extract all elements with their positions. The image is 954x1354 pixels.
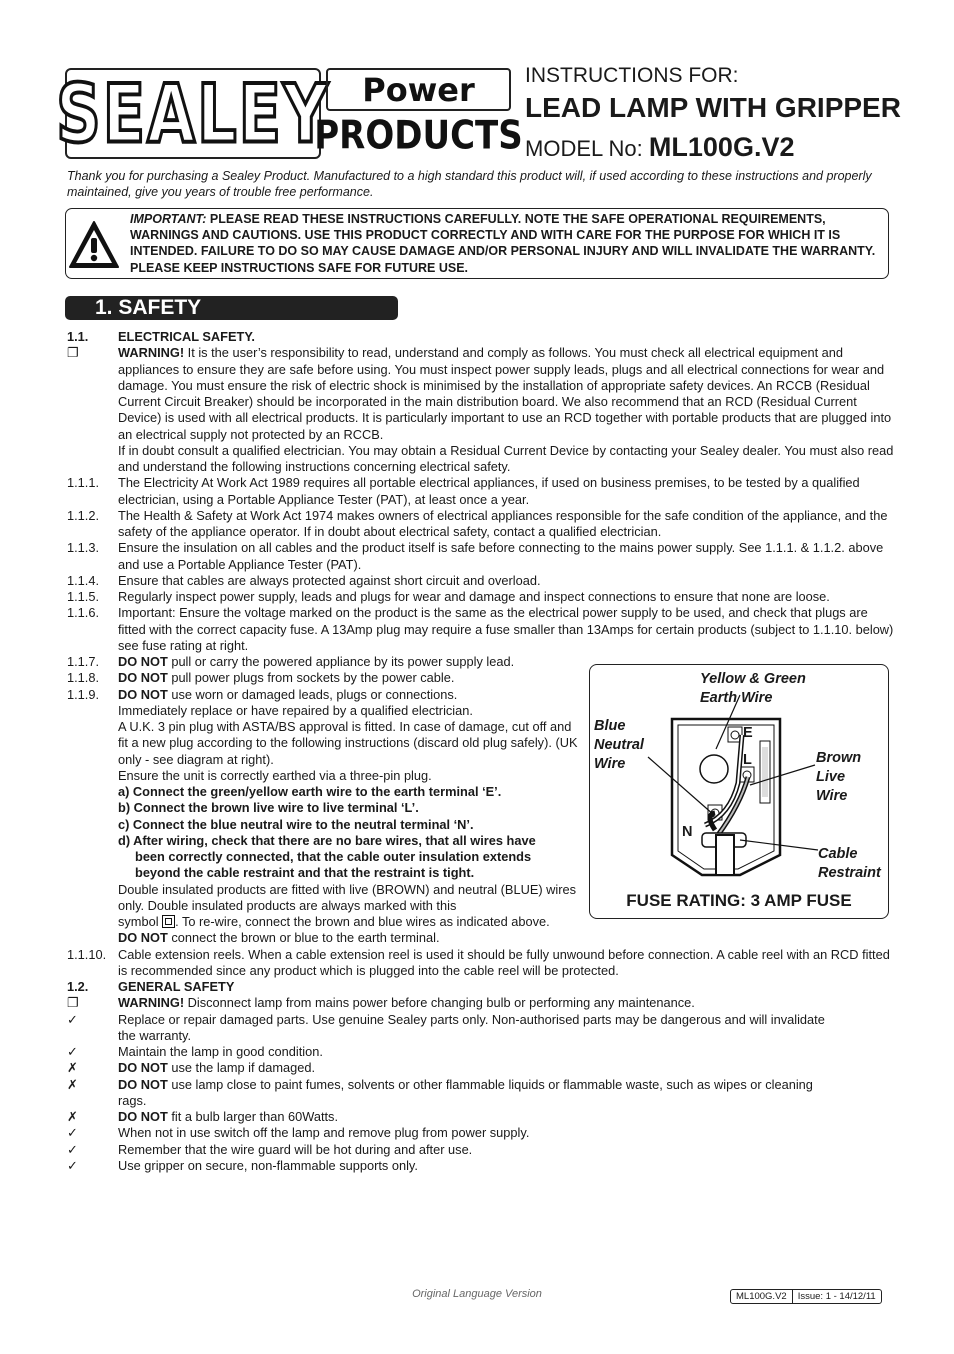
footer-language: Original Language Version bbox=[412, 1288, 542, 1300]
subsection-heading: 1.1. ELECTRICAL SAFETY. bbox=[67, 329, 255, 344]
footer-model: ML100G.V2 bbox=[736, 1291, 787, 1302]
list-item bbox=[67, 475, 897, 508]
checkbox-icon: ❐ bbox=[67, 995, 79, 1011]
wiring-step: d) After wiring, check that there are no bare wires, that all wires have bbox=[118, 832, 536, 848]
list-item-number: 1.1.3. bbox=[67, 540, 100, 556]
checkmark-icon: ✓ bbox=[67, 1125, 78, 1141]
check-item: ✓ Remember that the wire guard will be hot during and after use. bbox=[67, 1141, 473, 1157]
checkmark-icon: ✓ bbox=[67, 1044, 78, 1059]
list-item: 1.1.8. DO NOT pull power plugs from sockets by the power cable. bbox=[67, 670, 455, 686]
wiring-step: b) Connect the brown live wire to live terminal ‘L’. bbox=[118, 800, 419, 816]
fuse-rating: FUSE RATING: 3 AMP FUSE bbox=[626, 891, 852, 910]
list-item-number: 1.1.4. bbox=[67, 572, 100, 588]
earth-wire-label: Yellow & Green Earth Wire bbox=[700, 671, 806, 706]
list-item bbox=[67, 589, 897, 605]
cross-icon: ✗ bbox=[67, 1076, 78, 1092]
check-item: ✓ Use gripper on secure, non-flammable supports only. bbox=[67, 1157, 418, 1173]
list-item-number: 1.1.2. bbox=[67, 507, 100, 523]
double-insulated-icon bbox=[162, 915, 175, 928]
terminal-l-label: L bbox=[743, 752, 752, 768]
checkbox-icon: ❐ bbox=[67, 345, 79, 361]
warning-item: ❐ WARNING! Disconnect lamp from mains power before changing bulb or performing any maintenance. bbox=[67, 995, 695, 1011]
important-text bbox=[130, 211, 888, 276]
list-item-text: The Health & Safety at Work Act 1974 makes owners of electrical appliances responsible for the safe condition of the appliance, and the safety of the appliance operator. If in doubt about electrical safety, contact a qualified electrician. bbox=[118, 507, 888, 539]
live-wire-label: Brown Live Wire bbox=[816, 750, 862, 804]
checkmark-icon: ✓ bbox=[67, 1011, 78, 1027]
list-item-text: Ensure that cables are always protected against short circuit and overload. bbox=[118, 572, 541, 588]
products-logo: PRODUCTS bbox=[314, 113, 523, 159]
intro-text: Thank you for purchasing a Sealey Product. Manufactured to a high standard this product will, if used according to these instructions and properly maintained, give you years of trouble free performance. bbox=[67, 169, 872, 199]
list-item: 1.1.9. DO NOT use worn or damaged leads, plugs or connections. bbox=[67, 686, 458, 702]
sealey-logo bbox=[56, 66, 330, 161]
plug-wiring-diagram bbox=[589, 664, 889, 919]
cross-item: ✗ DO NOT use lamp close to paint fumes, solvents or other flammable liquids or flammable waste, such as wipes or cleaning rags. bbox=[67, 1076, 813, 1108]
page-title: LEAD LAMP WITH GRIPPER bbox=[525, 92, 901, 123]
model-prefix: MODEL No: bbox=[525, 136, 643, 161]
check-item: ✓ When not in use switch off the lamp and remove plug from power supply. bbox=[67, 1125, 530, 1141]
list-item: 1.1.10. Cable extension reels. When a cable extension reel is used it should be fully unwound before connection. A cable reel with an RCD fitted is recommended since any product which is plugged into the cable reel will be protected. bbox=[67, 946, 890, 978]
terminal-e-label: E bbox=[743, 725, 753, 741]
cross-icon: ✗ bbox=[67, 1109, 78, 1124]
list-item-text: The Electricity At Work Act 1989 requires all portable electrical appliances, if used on business premises, to be tested by a qualified electrician, using a Portable Appliance Tester (PAT), at least once a year. bbox=[118, 475, 860, 507]
list-item bbox=[67, 605, 897, 654]
list-item bbox=[67, 508, 897, 541]
warning-triangle-icon bbox=[68, 219, 120, 271]
terminal-n-label: N bbox=[682, 824, 693, 840]
model-number: ML100G.V2 bbox=[648, 132, 795, 162]
list-item-text: Important: Ensure the voltage marked on the product is the same as the electrical power supply to be used, and check that plugs are fitted with the correct capacity fuse. A 13Amp plug may require a fuse smaller than 13Amps for certain products (subject to 1.1.10. below) see fuse rating at right. bbox=[118, 605, 894, 653]
list-item-number: 1.1.1. bbox=[67, 475, 100, 491]
list-item-number: 1.1.5. bbox=[67, 589, 100, 604]
check-item: ✓ Maintain the lamp in good condition. bbox=[67, 1044, 323, 1059]
list-item-text: Regularly inspect power supply, leads and plugs for wear and damage and inspect connections to ensure that none are loose. bbox=[118, 589, 830, 604]
check-item: ✓ Replace or repair damaged parts. Use genuine Sealey parts only. Non-authorised parts may be dangerous and will invalidate the warranty. bbox=[67, 1011, 825, 1043]
list-item: 1.1.7. DO NOT pull or carry the powered appliance by its power supply lead. bbox=[67, 654, 515, 669]
checkmark-icon: ✓ bbox=[67, 1141, 78, 1157]
important-lead: IMPORTANT: bbox=[130, 212, 207, 226]
neutral-wire-label: Blue Neutral Wire bbox=[594, 718, 644, 772]
wiring-step: c) Connect the blue neutral wire to the neutral terminal ‘N’. bbox=[118, 816, 474, 832]
list-item bbox=[67, 540, 897, 573]
list-item-number: 1.1.6. bbox=[67, 605, 100, 621]
important-body: PLEASE READ THESE INSTRUCTIONS CAREFULLY. NOTE THE SAFE OPERATIONAL REQUIREMENTS, WARNINGS AND CAUTIONS. USE THIS PRODUCT CORRECTLY AND WITH CARE FOR THE PURPOSE FOR WHICH IT IS INTENDED. FAILURE TO DO SO MAY CAUSE DAMAGE AND/OR PERSONAL INJURY AND WILL INVALIDATE THE WARRANTY. PLEASE KEEP INSTRUCTIONS SAFE FOR FUTURE USE. bbox=[130, 212, 876, 275]
model-line bbox=[525, 132, 794, 163]
footer-issue: Issue: 1 - 14/12/11 bbox=[792, 1290, 881, 1303]
cross-item: ✗ DO NOT fit a bulb larger than 60Watts. bbox=[67, 1109, 339, 1124]
checkmark-icon: ✓ bbox=[67, 1157, 78, 1173]
footer-issue-box bbox=[730, 1289, 882, 1304]
instructions-for: INSTRUCTIONS FOR: bbox=[525, 64, 739, 87]
numbered-list bbox=[67, 475, 897, 654]
safety-content: 1.1. ELECTRICAL SAFETY. ❐ WARNING! It is the user’s responsibility to read, understand and comply as follows. You must check all electrical equipment and appliances to ensure they are safe before using. You must inspect power supply leads, plugs and all electrical connections for wear and damage. You must ensure the risk of electric shock is minimised by the installation of appropriate safety devices. An RCCB (Residual Current Circuit Breaker) should be incorporated in the main distribution board. We also recommend that an RCD (Residual Current Device) is used with all electrical products. It is particularly important to use an RCD together with portable products that are plugged into an electrical supply not protected by an RCCB. If in doubt consult a qualified electrician. You may obtain a Residual Current Device by contacting your Sealey dealer. You must also read and understand the following instructions concerning electrical safety. 1.1.1. The Electricity At Work Act 1989 requires all portable electrical appliances, if used on business premises, to be tested by a qualified electrician, using a Portable Appliance Tester (PAT), at least once a year. 1.1.2. The Health & Safety at Work Act 1974 makes owners of electrical appliances responsible for the safe condition of the appliance, and the safety of the appliance operator. If in doubt about electrical safety, contact a qualified electrician. 1.1.3. Ensure the insulation on all cables and the product itself is safe before connecting to the mains power supply. See 1.1.1. & 1.1.2. above and use a Portable Appliance Tester (PAT). 1.1.4. Ensure that cables are always protected against short circuit and overload. 1.1.5. Regularly inspect power supply, leads and plugs for wear and damage and inspect connections to ensure that none are loose. 1.1.6. Important: Ensure the voltage marked on the product is the same as the electrical power supply to be used, and check that plugs are fitted with the correct capacity fuse. A 13Amp plug may require a fuse smaller than 13Amps for certain products (subject to 1.1.10. below) see fuse rating at right. 1.1.7. DO NOT pull or carry the powered appliance by its power supply lead. 1.1.8. DO NOT pull power plugs from sockets by the power cable. 1.1.9. DO NOT use worn or damaged leads, plugs or connections. Immediately replace or have repaired by a qualified electrician. A U.K. 3 pin plug with ASTA/BS approval is fitted. In case of damage, cut off and fit a new plug according to the following instructions (discard old plug safely). (UK only - see diagram at right). Ensure the unit is correctly earthed via a three-pin plug. a) Connect the green/yellow earth wire to the earth terminal ‘E’. b) Connect the brown live wire to live terminal ‘L’. c) Connect the blue neutral wire to the neutral terminal ‘N’. d) After wiring, check that there are no bare wires, that all wires have been correctly connected, that the cable outer insulation extends beyond the cable restraint and that the restraint is tight. Double insulated products are fitted with live (BROWN) and neutral (BLUE) wires only. Double insulated products are always marked with this symbol . To re-wire, connect the brown and blue wires as indicated above. DO NOT connect the brown or blue to the earth terminal. 1.1.10. Cable extension reels. When a cable extension reel is used it should be fully unwound before connection. A cable reel with an RCD fitted is recommended since any product which is plugged into the cable reel will be protected. 1.2. GENERAL SAFETY ❐ WARNING! Disconnect lamp from mains power before changing bulb or performing any maintenance. ✓ Replace or repair damaged parts. Use genuine Sealey parts only. Non-authorised parts may be dangerous and will invalidate the warranty. ✓ Maintain the lamp in good condition. ✗ DO NOT use the lamp if damaged. ✗ DO NOT use lamp close to paint fumes, solvents or other flammable liquids or flammable waste, such as wipes or cleaning rags. ✗ DO NOT fit a bulb larger than 60Watts. ✓ When not in use switch off the lamp and remove plug from power supply. ✓ Remember that the wire guard will be hot during and after use. ✓ Use gripper on secure, non-flammable supports only. bbox=[67, 329, 897, 1174]
restraint-label: Cable Restraint bbox=[818, 846, 881, 881]
logo-text: SEALEY bbox=[56, 66, 330, 161]
wiring-step: a) Connect the green/yellow earth wire to the earth terminal ‘E’. bbox=[118, 784, 502, 799]
list-item-text: Ensure the insulation on all cables and the product itself is safe before connecting to the mains power supply. See 1.1.1. & 1.1.2. above and use a Portable Appliance Tester (PAT). bbox=[118, 540, 884, 572]
section-heading: 1. SAFETY bbox=[65, 296, 398, 320]
warning-item: ❐ WARNING! It is the user’s responsibility to read, understand and comply as follows. You must check all electrical equipment and appliances to ensure they are safe before using. You must inspect power supply leads, plugs and all electrical connections for wear and damage. You must ensure the risk of electric shock is minimised by the installation of appropriate safety devices. An RCCB (Residual Current Circuit Breaker) should be incorporated in the main distribution board. We also recommend that an RCD (Residual Current Device) is used with all electrical products. It is particularly important to use an RCD together with portable products that are plugged into an electrical supply not protected by an RCCB. If in doubt consult a qualified electrician. You may obtain a Residual Current Device by contacting your Sealey dealer. You must also read and understand the following instructions concerning electrical safety. bbox=[67, 345, 894, 474]
subsection-heading: 1.2. GENERAL SAFETY bbox=[67, 979, 235, 994]
power-logo: Power bbox=[326, 68, 511, 111]
cross-icon: ✗ bbox=[67, 1060, 78, 1076]
cross-item: ✗ DO NOT use the lamp if damaged. bbox=[67, 1060, 316, 1076]
list-item bbox=[67, 573, 897, 589]
